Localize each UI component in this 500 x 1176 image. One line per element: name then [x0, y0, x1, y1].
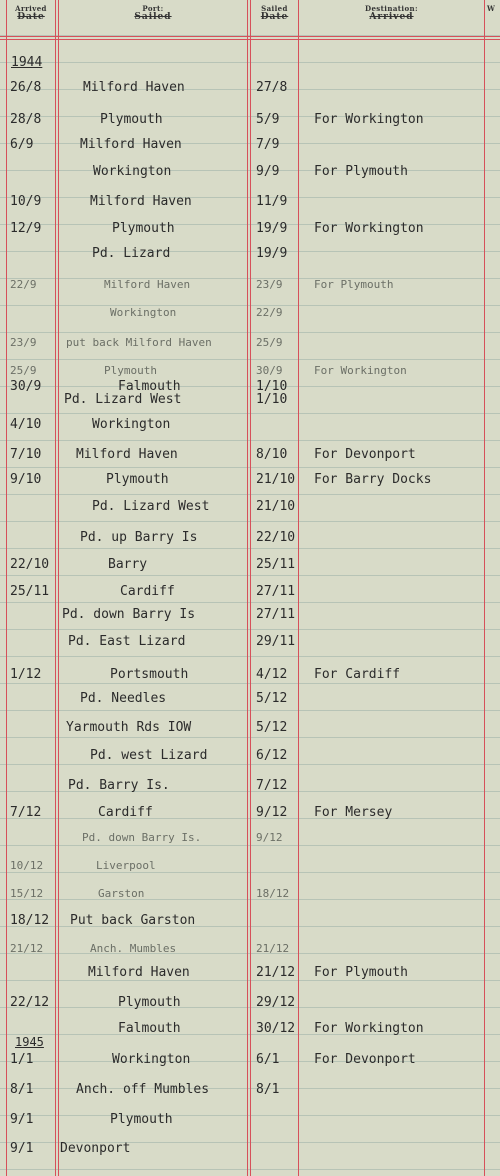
sailed-date-cell: 7/9 — [256, 137, 280, 152]
column-rule — [484, 0, 485, 1176]
sailed-date-cell: 30/12 — [256, 1021, 296, 1036]
port-cell: Milford Haven — [83, 80, 185, 95]
destination-cell: For Plymouth — [314, 164, 408, 179]
sailed-date-cell: 29/12 — [256, 995, 296, 1010]
port-cell: Devonport — [60, 1141, 131, 1156]
port-cell: Milford Haven — [104, 278, 191, 291]
sailed-date-cell: 8/10 — [256, 447, 288, 462]
port-cell: Milford Haven — [88, 965, 190, 980]
sailed-date-cell: 25/11 — [256, 557, 296, 572]
arrived-date-cell: 25/11 — [10, 584, 50, 599]
header-destination-label: Destination: — [364, 4, 419, 13]
port-cell: Pd. East Lizard — [68, 634, 186, 649]
column-rule — [250, 0, 251, 1176]
port-cell: Pd. Lizard West — [92, 499, 210, 514]
port-cell: Workington — [92, 417, 171, 432]
port-cell: Anch. Mumbles — [90, 942, 177, 955]
port-cell: put back Milford Haven — [66, 336, 212, 349]
destination-cell: For Barry Docks — [314, 472, 432, 487]
port-cell: Workington — [110, 306, 177, 319]
header-port-label: Port: — [142, 4, 164, 13]
port-cell: Plymouth — [104, 364, 157, 377]
arrived-date-cell: 9/10 — [10, 472, 42, 487]
port-cell: Garston — [98, 887, 145, 900]
port-cell: Milford Haven — [76, 447, 178, 462]
arrived-date-cell: 15/12 — [10, 887, 44, 900]
header-arrived-label: Arrived — [15, 4, 47, 13]
arrived-date-cell: 9/1 — [10, 1141, 34, 1156]
arrived-date-cell: 12/9 — [10, 221, 42, 236]
sailed-date-cell: 22/9 — [256, 306, 283, 319]
sailed-date-cell: 21/10 — [256, 472, 296, 487]
header-port — [59, 4, 247, 22]
header-sailed-sub: Date — [260, 12, 289, 22]
port-cell: Pd. Needles — [80, 691, 167, 706]
column-rule — [247, 0, 248, 1176]
column-rule — [58, 0, 59, 1176]
column-rule — [298, 0, 299, 1176]
header-arrived-sub: Date — [17, 12, 45, 22]
sailed-date-cell: 5/12 — [256, 691, 288, 706]
sailed-date-cell: 5/12 — [256, 720, 288, 735]
sailed-date-cell: 9/12 — [256, 805, 288, 820]
arrived-date-cell: 6/9 — [10, 137, 34, 152]
destination-cell: For Workington — [314, 1021, 424, 1036]
sailed-date-cell: 6/1 — [256, 1052, 280, 1067]
destination-cell: For Plymouth — [314, 278, 394, 291]
port-cell: Workington — [93, 164, 172, 179]
port-cell: Cardiff — [98, 805, 153, 820]
destination-cell: For Devonport — [314, 1052, 416, 1067]
port-cell: Liverpool — [96, 859, 156, 872]
arrived-date-cell: 18/12 — [10, 913, 50, 928]
arrived-date-cell: 7/10 — [10, 447, 42, 462]
port-cell: Plymouth — [106, 472, 169, 487]
port-cell: Pd. Lizard West — [64, 392, 182, 407]
port-cell: Cardiff — [120, 584, 175, 599]
destination-cell: For Plymouth — [314, 965, 408, 980]
arrived-date-cell: 10/9 — [10, 194, 42, 209]
port-cell: Barry — [108, 557, 148, 572]
sailed-date-cell: 27/11 — [256, 607, 296, 622]
header-sailed-label: Sailed — [261, 4, 288, 13]
arrived-date-cell: 10/12 — [10, 859, 44, 872]
header-rule — [0, 39, 500, 40]
sailed-date-cell: 22/10 — [256, 530, 296, 545]
header-arrived — [7, 4, 55, 22]
header-rule — [0, 36, 500, 37]
sailed-date-cell: 21/10 — [256, 499, 296, 514]
sailed-date-cell: 25/9 — [256, 336, 283, 349]
arrived-date-cell: 28/8 — [10, 112, 42, 127]
arrived-date-cell: 30/9 — [10, 379, 42, 394]
port-cell: Portsmouth — [110, 667, 189, 682]
arrived-date-cell: 22/12 — [10, 995, 50, 1010]
port-cell: Pd. down Barry Is. — [82, 831, 202, 844]
port-cell: Plymouth — [112, 221, 175, 236]
port-cell: Milford Haven — [80, 137, 182, 152]
header-sailed — [251, 4, 298, 22]
sailed-date-cell: 18/12 — [256, 887, 290, 900]
arrived-date-cell: 25/9 — [10, 364, 37, 377]
sailed-date-cell: 21/12 — [256, 965, 296, 980]
destination-cell: For Workington — [314, 112, 424, 127]
sailed-date-cell: 1/10 — [256, 392, 288, 407]
arrived-date-cell: 21/12 — [10, 942, 44, 955]
header-destination-sub: Arrived — [369, 12, 414, 22]
port-cell: Milford Haven — [90, 194, 192, 209]
arrived-date-cell: 22/10 — [10, 557, 50, 572]
sailed-date-cell: 4/12 — [256, 667, 288, 682]
destination-cell: For Workington — [314, 364, 407, 377]
header-extra — [487, 4, 500, 13]
column-rule — [55, 0, 56, 1176]
arrived-date-cell: 7/12 — [10, 805, 42, 820]
arrived-date-cell: 9/1 — [10, 1112, 34, 1127]
port-cell: Falmouth — [118, 379, 181, 394]
destination-cell: For Cardiff — [314, 667, 401, 682]
sailed-date-cell: 29/11 — [256, 634, 296, 649]
port-cell: Pd. Lizard — [92, 246, 171, 261]
sailed-date-cell: 23/9 — [256, 278, 283, 291]
header-destination — [299, 4, 484, 22]
arrived-date-cell: 22/9 — [10, 278, 37, 291]
sailed-date-cell: 19/9 — [256, 221, 288, 236]
sailed-date-cell: 11/9 — [256, 194, 288, 209]
destination-cell: For Workington — [314, 221, 424, 236]
port-cell: Pd. down Barry Is — [62, 607, 196, 622]
port-cell: Anch. off Mumbles — [76, 1082, 210, 1097]
sailed-date-cell: 9/12 — [256, 831, 283, 844]
arrived-date-cell: 1/12 — [10, 667, 42, 682]
sailed-date-cell: 8/1 — [256, 1082, 280, 1097]
header-port-sub: Sailed — [134, 12, 172, 22]
sailed-date-cell: 27/8 — [256, 80, 288, 95]
arrived-date-cell: 26/8 — [10, 80, 42, 95]
arrived-date-cell: 8/1 — [10, 1082, 34, 1097]
year-label: 1945 — [15, 1035, 44, 1049]
arrived-date-cell: 23/9 — [10, 336, 37, 349]
sailed-date-cell: 6/12 — [256, 748, 288, 763]
sailed-date-cell: 19/9 — [256, 246, 288, 261]
sailed-date-cell: 9/9 — [256, 164, 280, 179]
sailed-date-cell: 7/12 — [256, 778, 288, 793]
port-cell: Pd. up Barry Is — [80, 530, 198, 545]
sailed-date-cell: 21/12 — [256, 942, 290, 955]
port-cell: Pd. Barry Is. — [68, 778, 170, 793]
port-cell: Workington — [112, 1052, 191, 1067]
port-cell: Plymouth — [110, 1112, 173, 1127]
destination-cell: For Mersey — [314, 805, 393, 820]
port-cell: Falmouth — [118, 1021, 181, 1036]
port-cell: Plymouth — [100, 112, 163, 127]
margin-rule — [6, 0, 7, 1176]
sailed-date-cell: 5/9 — [256, 112, 280, 127]
sailed-date-cell: 30/9 — [256, 364, 283, 377]
destination-cell: For Devonport — [314, 447, 416, 462]
arrived-date-cell: 1/1 — [10, 1052, 34, 1067]
port-cell: Pd. west Lizard — [90, 748, 208, 763]
sailed-date-cell: 1/10 — [256, 379, 288, 394]
port-cell: Put back Garston — [70, 913, 196, 928]
sailed-date-cell: 27/11 — [256, 584, 296, 599]
year-label: 1944 — [11, 55, 43, 70]
header-extra-label: W — [487, 4, 496, 13]
port-cell: Yarmouth Rds IOW — [66, 720, 192, 735]
port-cell: Plymouth — [118, 995, 181, 1010]
arrived-date-cell: 4/10 — [10, 417, 42, 432]
